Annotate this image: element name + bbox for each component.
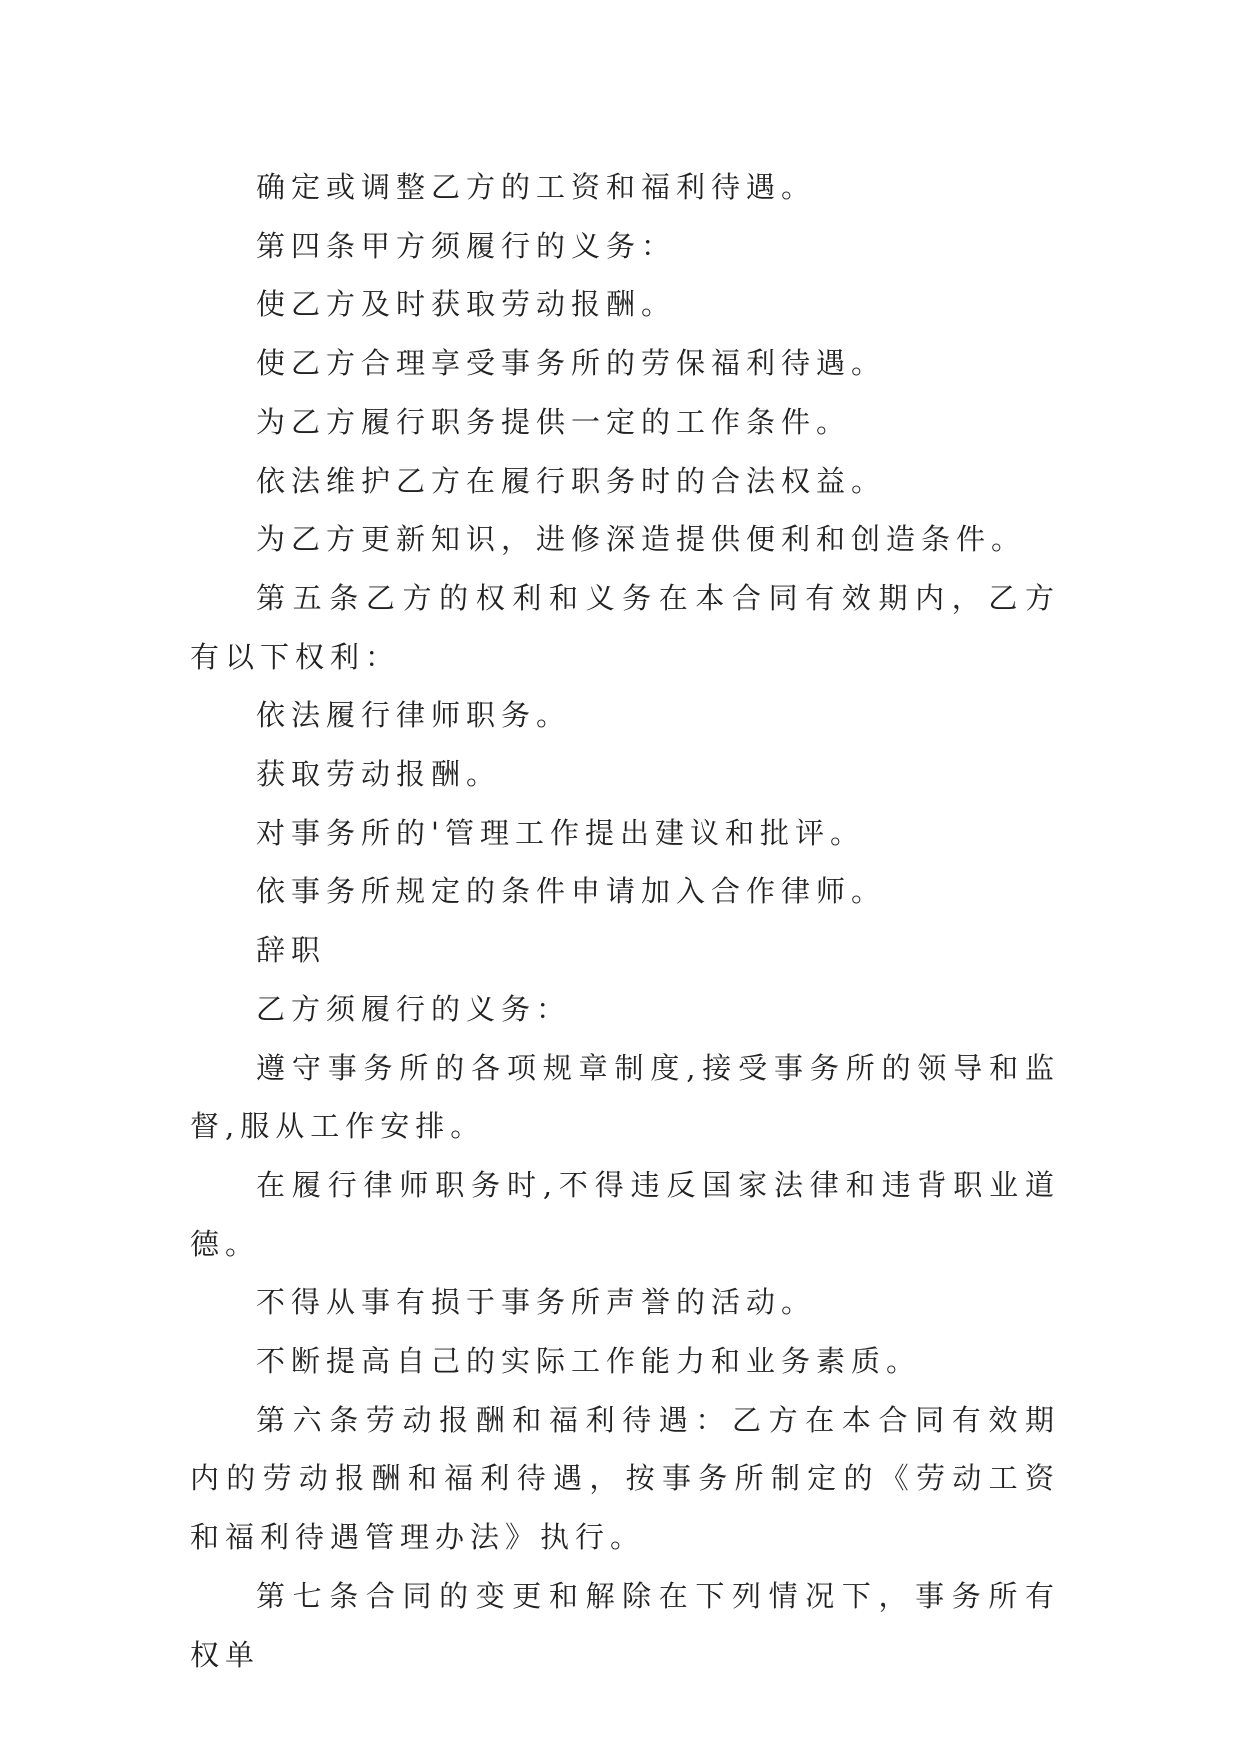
paragraph: 依法维护乙方在履行职务时的合法权益。 bbox=[256, 463, 887, 498]
paragraph: 第五条乙方的权利和义务在本合同有效期内，乙方有以下权利： bbox=[190, 580, 1060, 674]
paragraph: 第四条甲方须履行的义务： bbox=[256, 228, 677, 263]
paragraph: 第七条合同的变更和解除在下列情况下，事务所有权单 bbox=[190, 1578, 1060, 1672]
paragraph: 获取劳动报酬。 bbox=[256, 757, 502, 792]
paragraph: 辞职 bbox=[256, 933, 327, 968]
paragraph: 使乙方合理享受事务所的劳保福利待遇。 bbox=[256, 346, 887, 381]
paragraph: 在履行律师职务时,不得违反国家法律和违背职业道德。 bbox=[190, 1167, 1060, 1261]
document-body bbox=[190, 158, 1060, 1684]
paragraph: 第六条劳动报酬和福利待遇：乙方在本合同有效期内的劳动报酬和福利待遇，按事务所制定的《劳动工资和福利待遇管理办法》执行。 bbox=[190, 1402, 1060, 1555]
paragraph: 为乙方更新知识，进修深造提供便利和创造条件。 bbox=[256, 522, 1027, 557]
paragraph: 乙方须履行的义务： bbox=[256, 991, 572, 1026]
paragraph: 为乙方履行职务提供一定的工作条件。 bbox=[256, 404, 852, 439]
paragraph: 遵守事务所的各项规章制度,接受事务所的领导和监督,服从工作安排。 bbox=[190, 1050, 1060, 1144]
paragraph: 不得从事有损于事务所声誉的活动。 bbox=[256, 1285, 817, 1320]
paragraph: 对事务所的'管理工作提出建议和批评。 bbox=[256, 815, 865, 850]
paragraph: 确定或调整乙方的工资和福利待遇。 bbox=[256, 170, 817, 204]
paragraph: 依事务所规定的条件申请加入合作律师。 bbox=[256, 874, 887, 909]
paragraph: 使乙方及时获取劳动报酬。 bbox=[256, 287, 677, 322]
paragraph: 依法履行律师职务。 bbox=[256, 698, 572, 733]
paragraph: 不断提高自己的实际工作能力和业务素质。 bbox=[256, 1344, 922, 1379]
